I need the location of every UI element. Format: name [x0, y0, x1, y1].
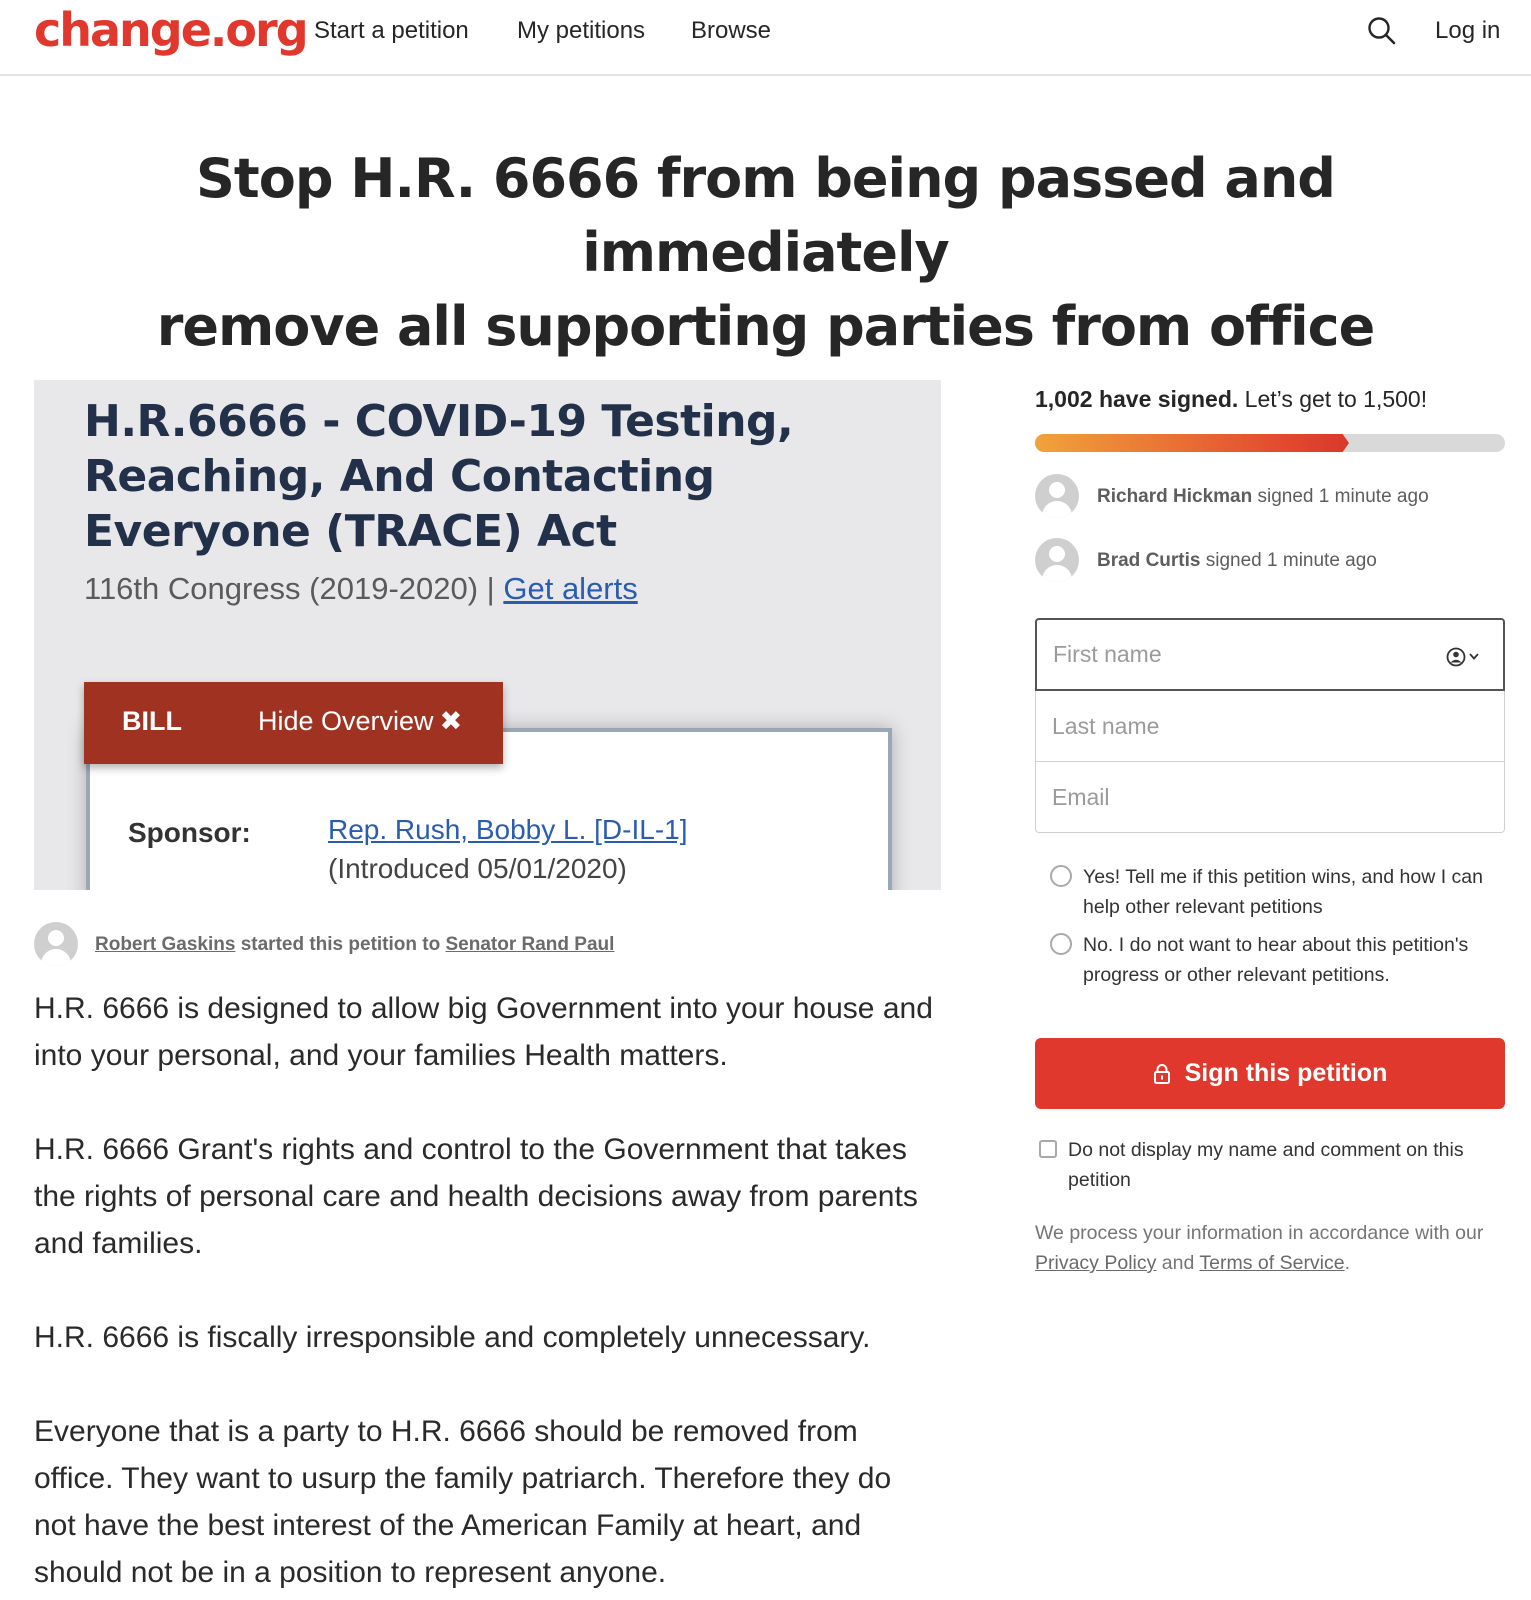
- signature-progress-fill: [1035, 434, 1349, 452]
- sign-form: [1035, 619, 1505, 833]
- introduced-date: (Introduced 05/01/2020): [328, 853, 627, 884]
- close-icon: ✖: [439, 706, 463, 736]
- email-input[interactable]: [1036, 762, 1504, 832]
- signature-count: [1035, 383, 1427, 415]
- signer-name: Richard Hickman: [1097, 486, 1253, 507]
- search-icon[interactable]: [1366, 15, 1400, 49]
- sign-petition-button[interactable]: [1035, 1038, 1505, 1109]
- nav-browse[interactable]: Browse: [691, 17, 772, 44]
- email-field: [1035, 761, 1505, 833]
- signature-progress-bar: [1035, 434, 1505, 452]
- radio-yes[interactable]: [1050, 865, 1072, 887]
- privacy-and: and: [1156, 1252, 1200, 1274]
- petition-paragraph-2: H.R. 6666 Grant's rights and control to the Government that takes the rights of personal care and health decisions away from parents and families.: [34, 1133, 918, 1260]
- recent-signer: [1097, 485, 1429, 509]
- nav-my-petitions[interactable]: My petitions: [517, 17, 646, 44]
- petition-paragraph-1: H.R. 6666 is designed to allow big Government into your house and into your personal, and your families Health matters.: [34, 992, 933, 1072]
- hide-name-label: Do not display my name and comment on this petition: [1068, 1139, 1464, 1191]
- get-alerts-link: Get alerts: [503, 571, 638, 606]
- starter-middle-text: started this petition to: [235, 934, 446, 955]
- top-nav: [0, 0, 1531, 76]
- signer-avatar: [1035, 474, 1079, 518]
- signer-action: signed 1 minute ago: [1200, 550, 1377, 571]
- signed-count-bold: 1,002 have signed.: [1035, 386, 1239, 412]
- bill-congress: [84, 570, 638, 608]
- last-name-input[interactable]: [1036, 691, 1504, 761]
- bill-tabs: [84, 682, 503, 764]
- signer-action: signed 1 minute ago: [1252, 486, 1429, 507]
- petition-paragraph-4: Everyone that is a party to H.R. 6666 should be removed from office. They want to usurp the family patriarch. Therefore they do not have the best interest of the American Family at heart, and should not be in a position to represent anyone.: [34, 1415, 892, 1589]
- contact-autofill-icon[interactable]: [1445, 646, 1485, 668]
- petition-image: [34, 380, 941, 890]
- recent-signer: [1097, 549, 1377, 573]
- terms-of-service-link[interactable]: Terms of Service: [1199, 1252, 1345, 1274]
- tab-hide-overview: [258, 704, 462, 738]
- petition-title: [20, 142, 1511, 364]
- petition-title-line-2: remove all supporting parties from office: [156, 295, 1375, 358]
- radio-yes-label: Yes! Tell me if this petition wins, and how I can help other relevant petitions: [1083, 866, 1483, 918]
- updates-yes-option[interactable]: [1050, 862, 1490, 922]
- lock-icon: [1153, 1063, 1171, 1085]
- privacy-prefix: We process your information in accordance with our: [1035, 1222, 1484, 1244]
- hide-name-option[interactable]: [1035, 1135, 1505, 1195]
- change-org-logo[interactable]: change.org: [34, 3, 307, 57]
- radio-no-label: No. I do not want to hear about this petition's progress or other relevant petitions.: [1083, 934, 1469, 986]
- hide-name-checkbox[interactable]: [1039, 1140, 1057, 1158]
- starter-name-link[interactable]: Robert Gaskins: [95, 934, 236, 955]
- hide-overview-label: Hide Overview: [258, 706, 434, 736]
- updates-no-option[interactable]: [1050, 930, 1490, 990]
- tab-bill: BILL: [122, 706, 182, 736]
- starter-avatar: [34, 922, 78, 966]
- first-name-input[interactable]: [1037, 620, 1503, 689]
- congress-text: 116th Congress (2019-2020) |: [84, 571, 504, 606]
- signer-avatar: [1035, 538, 1079, 582]
- nav-start-petition[interactable]: Start a petition: [314, 17, 469, 44]
- sponsor-name: Rep. Rush, Bobby L. [D-IL-1]: [328, 814, 688, 845]
- signed-goal: Let’s get to 1,500!: [1238, 386, 1428, 412]
- radio-no[interactable]: [1050, 933, 1072, 955]
- petition-paragraph-3: H.R. 6666 is fiscally irresponsible and completely unnecessary.: [34, 1321, 871, 1354]
- login-link[interactable]: Log in: [1435, 17, 1501, 44]
- target-link[interactable]: Senator Rand Paul: [445, 934, 615, 955]
- petition-title-line-1: Stop H.R. 6666 from being passed and immediately: [196, 147, 1335, 284]
- last-name-field: [1035, 690, 1505, 762]
- sponsor-label: Sponsor:: [128, 817, 251, 848]
- bill-title: H.R.6666 - COVID-19 Testing, Reaching, And Contacting Everyone (TRACE) Act: [84, 396, 794, 557]
- petition-starter: [95, 933, 614, 957]
- privacy-policy-link[interactable]: Privacy Policy: [1035, 1252, 1157, 1274]
- sign-button-label: Sign this petition: [1184, 1059, 1388, 1087]
- privacy-end: .: [1344, 1252, 1351, 1274]
- privacy-notice: [1035, 1218, 1505, 1278]
- first-name-field: [1035, 618, 1505, 691]
- signer-name: Brad Curtis: [1097, 550, 1201, 571]
